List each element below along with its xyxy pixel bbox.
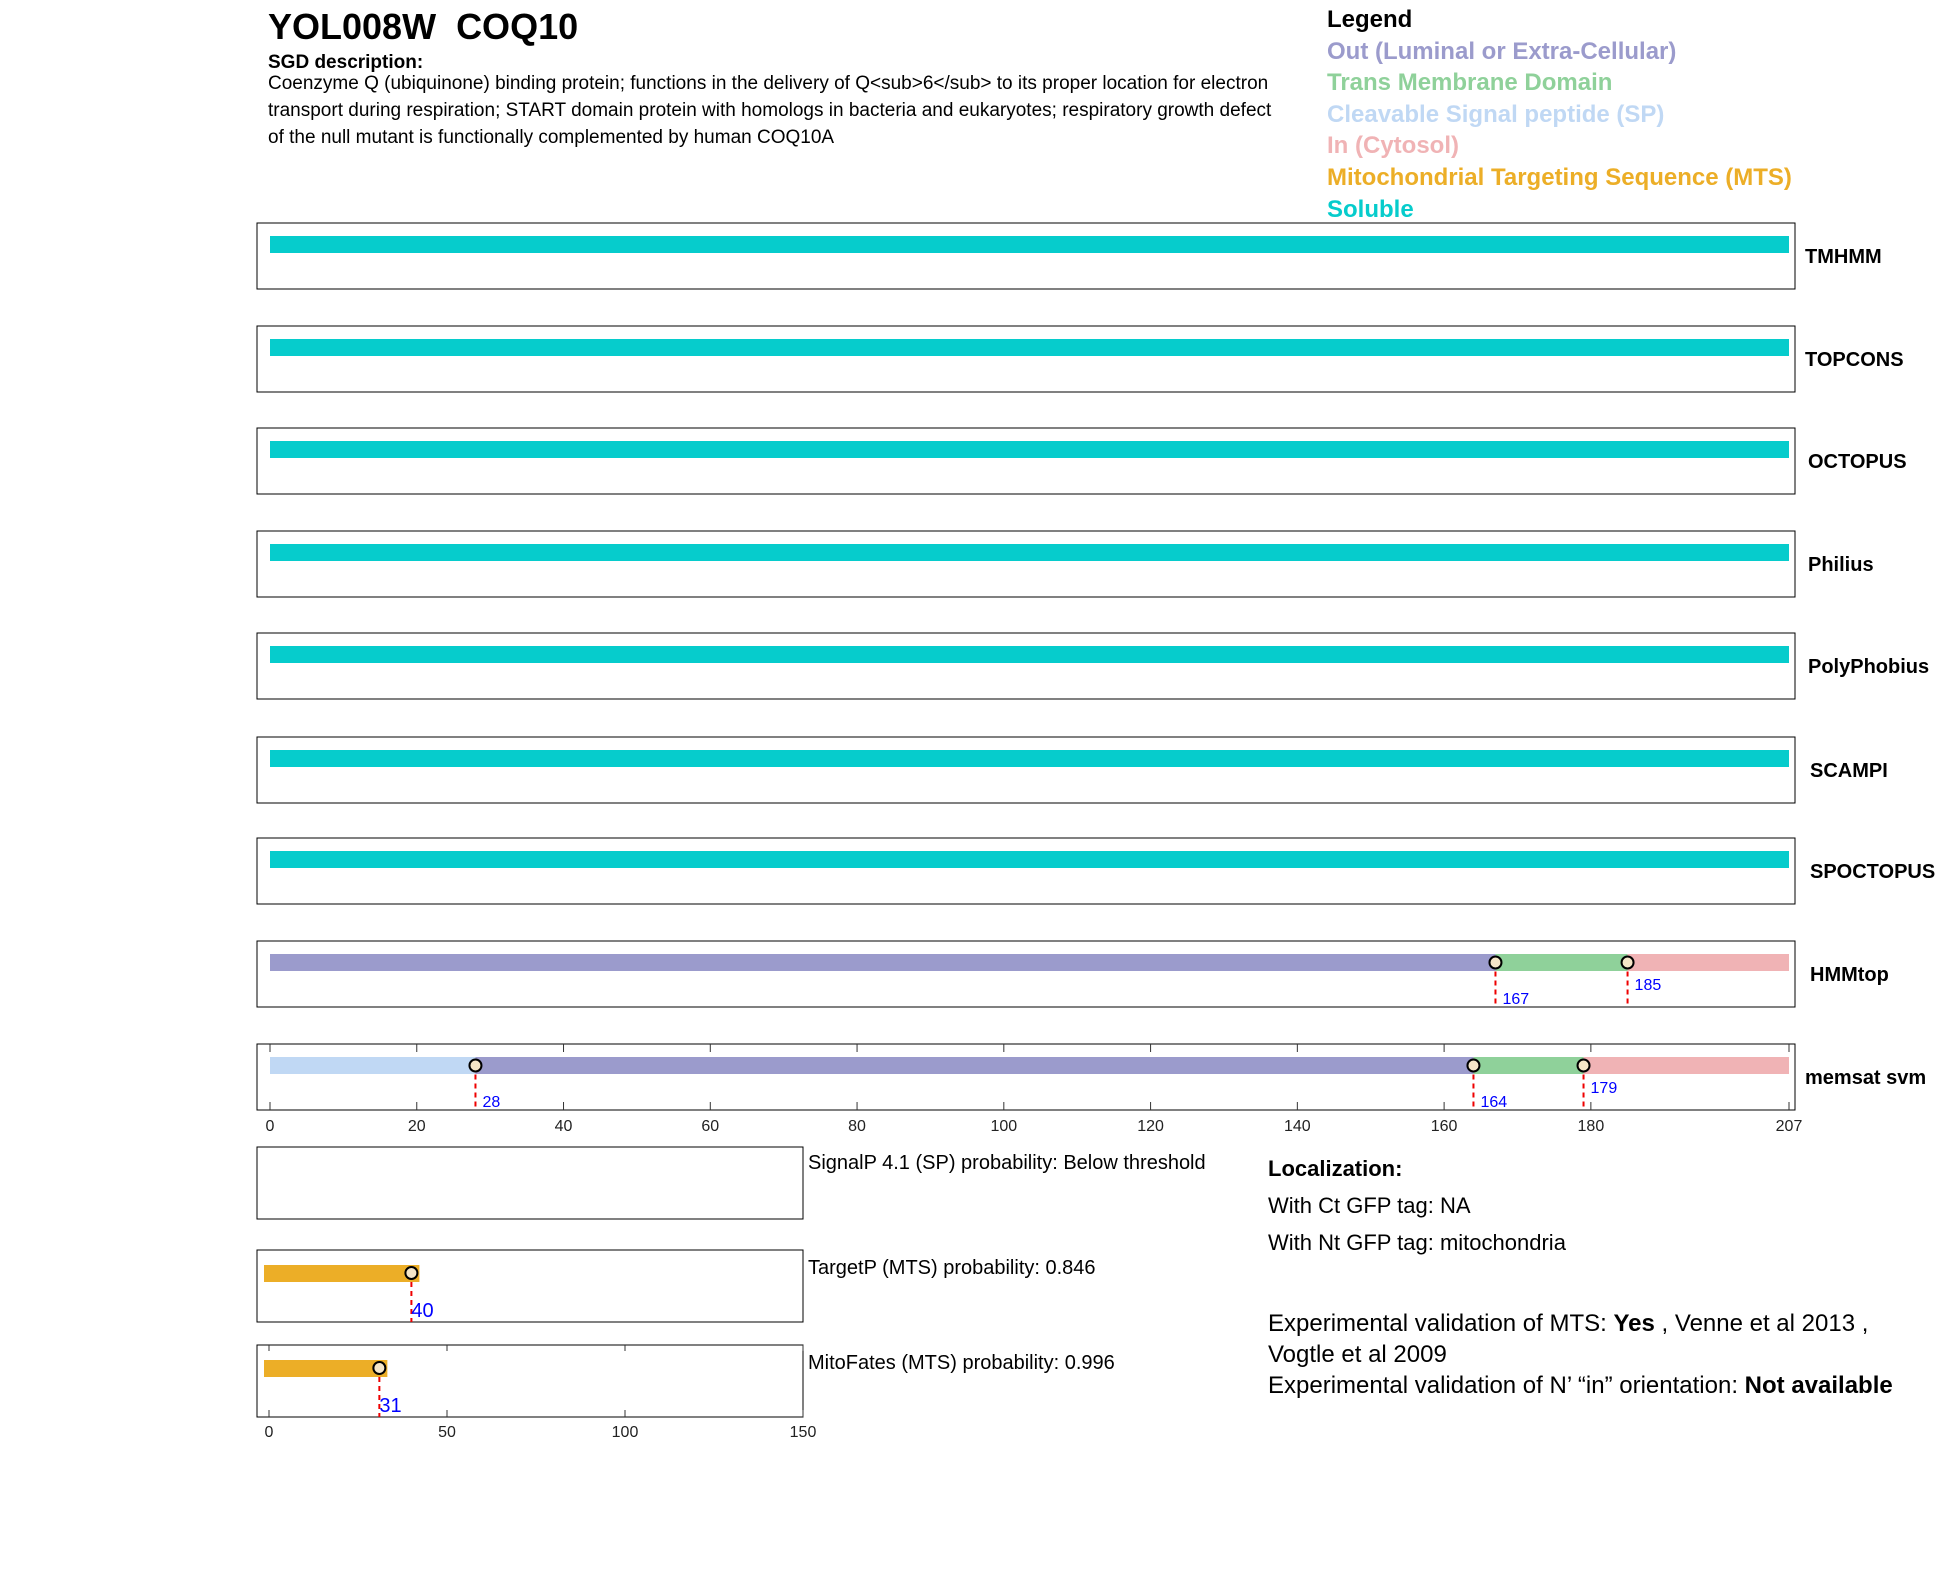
segment-soluble <box>270 646 1789 663</box>
segment-soluble <box>270 441 1789 458</box>
track-label: OCTOPUS <box>1808 451 1907 473</box>
marker-dot <box>1578 1060 1590 1072</box>
exp-mts-refs: , Venne et al 2013 , Vogtle et al 2009 <box>1268 1310 1869 1368</box>
legend-title: Legend <box>1327 6 1413 33</box>
segment-cleavable-signal-peptide-sp <box>270 1057 475 1074</box>
track-philius <box>257 531 1874 597</box>
segment-soluble <box>270 750 1789 767</box>
segment-in-cytosol <box>1584 1057 1789 1074</box>
track-octopus <box>257 428 1907 494</box>
marker-dot <box>1467 1060 1479 1072</box>
marker-label: 31 <box>379 1395 402 1417</box>
exp-mts-prefix: Experimental validation of MTS: <box>1268 1310 1614 1337</box>
marker-label: 179 <box>1590 1080 1618 1097</box>
legend-item-tm: Trans Membrane Domain <box>1327 69 1613 97</box>
exp-mts-line <box>1268 1308 1908 1370</box>
marker-label: 185 <box>1634 977 1662 994</box>
marker-dot <box>469 1060 481 1072</box>
x-tick-label: 50 <box>438 1424 456 1441</box>
track-hmmtop <box>257 941 1889 1008</box>
track-tmhmm <box>257 223 1882 289</box>
x-tick-label: 20 <box>407 1118 426 1135</box>
track-polyphobius <box>257 633 1929 699</box>
track-label: TOPCONS <box>1805 349 1904 371</box>
x-tick-label: 60 <box>701 1118 720 1135</box>
segment-trans-membrane-domain <box>1473 1057 1583 1074</box>
x-tick-label: 0 <box>265 1118 275 1135</box>
segment-mitochondrial-targeting-sequence-mts <box>264 1360 387 1377</box>
marker-dot <box>405 1267 417 1279</box>
track-spoctopus <box>257 838 1935 904</box>
targetp-label: TargetP (MTS) probability: 0.846 <box>808 1257 1096 1279</box>
exp-orient-line <box>1268 1370 1908 1401</box>
x-tick-label: 100 <box>990 1118 1018 1135</box>
x-tick-label: 140 <box>1283 1118 1311 1135</box>
gene-name: COQ10 <box>456 6 579 47</box>
track-memsat-svm <box>257 1044 1926 1111</box>
segment-in-cytosol <box>1628 954 1789 971</box>
exp-orient-prefix: Experimental validation of N’ “in” orientation: <box>1268 1372 1745 1399</box>
track-frame <box>257 326 1795 392</box>
x-tick-label: 40 <box>554 1118 573 1135</box>
segment-soluble <box>270 851 1789 868</box>
segment-mitochondrial-targeting-sequence-mts <box>264 1265 419 1282</box>
target-track-mitofates <box>257 1345 803 1417</box>
track-frame <box>257 223 1795 289</box>
track-scampi <box>257 737 1888 803</box>
x-tick-label: 80 <box>848 1118 866 1135</box>
description-label: SGD description: <box>268 52 424 73</box>
target-track-signalp <box>257 1147 803 1219</box>
legend-item-mts: Mitochondrial Targeting Sequence (MTS) <box>1327 163 1792 191</box>
localization-ct: With Ct GFP tag: NA <box>1268 1193 1471 1218</box>
x-tick-label: 150 <box>789 1424 817 1441</box>
legend-item-sp: Cleavable Signal peptide (SP) <box>1327 100 1665 128</box>
marker-label: 28 <box>482 1094 501 1111</box>
marker-dot <box>1489 957 1501 969</box>
track-topcons <box>257 326 1904 392</box>
track-frame <box>257 1345 803 1417</box>
track-frame <box>257 737 1795 803</box>
target-track-targetp <box>257 1250 803 1322</box>
track-label: SPOCTOPUS <box>1810 861 1936 883</box>
track-frame <box>257 838 1795 904</box>
localization-nt: With Nt GFP tag: mitochondria <box>1268 1230 1566 1255</box>
x-tick-label: 100 <box>611 1424 639 1441</box>
x-tick-label: 207 <box>1775 1118 1803 1135</box>
marker-label: 40 <box>411 1300 434 1322</box>
track-frame <box>257 633 1795 699</box>
track-frame <box>257 428 1795 494</box>
legend-item-soluble: Soluble <box>1327 195 1414 223</box>
mitofates-label: MitoFates (MTS) probability: 0.996 <box>808 1352 1115 1374</box>
x-tick-label: 160 <box>1430 1118 1458 1135</box>
x-tick-label: 180 <box>1577 1118 1605 1135</box>
experimental-validation <box>1268 1308 1908 1401</box>
marker-dot <box>1622 957 1634 969</box>
track-frame <box>257 531 1795 597</box>
legend-item-in: In (Cytosol) <box>1327 132 1459 160</box>
segment-out-luminal-or-extra-cellular <box>475 1057 1473 1074</box>
track-label: PolyPhobius <box>1808 656 1930 678</box>
localization-heading: Localization: <box>1268 1156 1403 1181</box>
track-frame <box>257 1147 803 1219</box>
x-tick-label: 0 <box>264 1424 274 1441</box>
legend-item-out: Out (Luminal or Extra-Cellular) <box>1327 37 1677 65</box>
track-label: SCAMPI <box>1810 760 1888 782</box>
track-label: HMMtop <box>1810 964 1889 986</box>
segment-trans-membrane-domain <box>1495 954 1627 971</box>
localization-panel <box>1268 1150 1566 1261</box>
segment-out-luminal-or-extra-cellular <box>270 954 1495 971</box>
track-frame <box>257 941 1795 1007</box>
segment-soluble <box>270 544 1789 561</box>
gene-id: YOL008W <box>268 6 437 47</box>
segment-soluble <box>270 236 1789 253</box>
segment-soluble <box>270 339 1789 356</box>
x-tick-label: 120 <box>1137 1118 1164 1135</box>
description-text: Coenzyme Q (ubiquinone) binding protein; functions in the delivery of Q<sub>6</sub> to its proper location for electron transport during respiration; START domain protein with homologs in bacteria and eukaryotes; respiratory growth defect of the null mutant is functionally complemented by human COQ10A <box>268 73 1272 148</box>
exp-orient-value: Not available <box>1744 1372 1893 1399</box>
exp-mts-value: Yes <box>1613 1310 1655 1337</box>
track-label: TMHMM <box>1805 246 1882 268</box>
marker-label: 164 <box>1480 1094 1508 1111</box>
marker-label: 167 <box>1502 991 1530 1008</box>
marker-dot <box>373 1362 385 1374</box>
track-label: memsat svm <box>1805 1067 1927 1089</box>
signalp-label: SignalP 4.1 (SP) probability: Below threshold <box>808 1152 1206 1174</box>
track-frame <box>257 1250 803 1322</box>
track-label: Philius <box>1808 554 1874 576</box>
